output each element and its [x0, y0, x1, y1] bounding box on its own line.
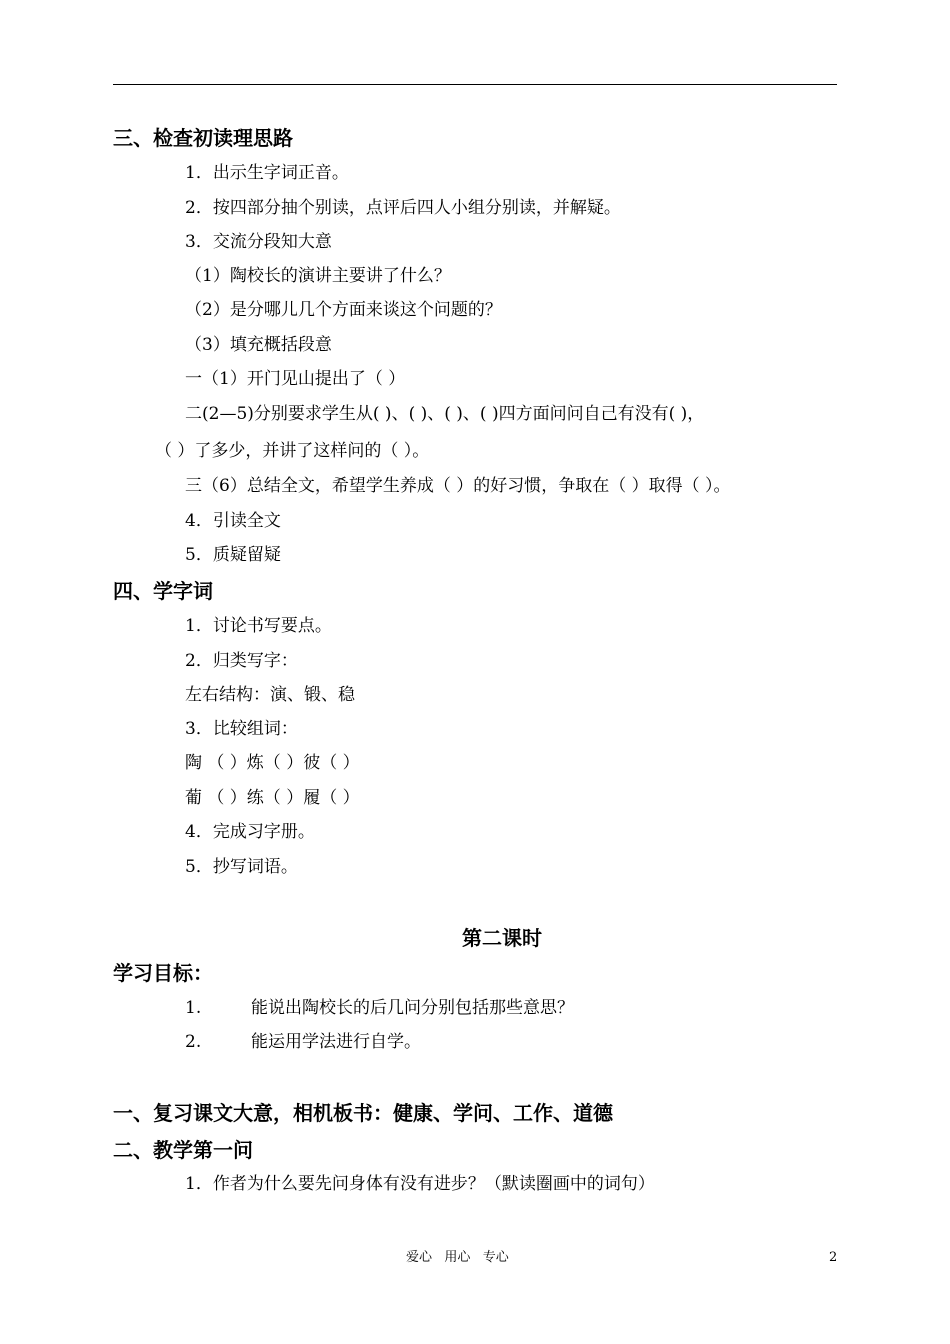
section-3-line-4: （1）陶校长的演讲主要讲了什么？ — [185, 266, 451, 286]
section-3-line-5: （2）是分哪儿几个方面来谈这个问题的？ — [185, 300, 502, 320]
goal-number: 1. — [185, 998, 202, 1018]
section-4-line-2: 2．归类写字： — [185, 651, 298, 671]
part-2-heading: 二、教学第一问 — [113, 1138, 253, 1162]
footer-slogan: 爱心 用心 专心 — [406, 1250, 509, 1265]
section-4-line-8: 5．抄写词语。 — [185, 857, 298, 877]
section-3-line-8: 二(2—5)分别要求学生从( )、( )、( )、( )四方面问问自己有没有( )， — [185, 404, 705, 424]
section-3-line-9: （ ）了多少，并讲了这样问的（ ）。 — [155, 441, 430, 461]
section-3-line-11: 4．引读全文 — [185, 511, 281, 531]
goal-item — [185, 998, 574, 1018]
section-3-heading: 三、检查初读理思路 — [113, 126, 293, 150]
section-3-line-1: 1．出示生字词正音。 — [185, 163, 349, 183]
page-number: 2 — [829, 1250, 838, 1265]
section-3-line-3: 3．交流分段知大意 — [185, 232, 332, 252]
section-4-heading: 四、学字词 — [113, 579, 213, 603]
section-3-line-10: 三（6）总结全文，希望学生养成（ ）的好习惯，争取在（ ）取得（ ）。 — [185, 476, 731, 496]
part-2-line-1: 1．作者为什么要先问身体有没有进步？（默读圈画中的词句） — [185, 1174, 655, 1194]
header-rule — [113, 84, 837, 85]
goal-text: 能说出陶校长的后几问分别包括那些意思？ — [251, 998, 574, 1018]
goals-heading: 学习目标： — [113, 961, 213, 985]
goal-item — [185, 1032, 421, 1052]
section-3-line-7: 一（1）开门见山提出了（ ） — [185, 369, 406, 389]
section-4-line-1: 1．讨论书写要点。 — [185, 616, 332, 636]
section-4-line-7: 4．完成习字册。 — [185, 822, 315, 842]
section-4-line-4: 3．比较组词： — [185, 719, 298, 739]
goal-text: 能运用学法进行自学。 — [251, 1032, 421, 1052]
section-4-line-5: 陶 （ ）炼（ ）彼（ ） — [185, 753, 360, 773]
lesson-2-title: 第二课时 — [462, 926, 542, 950]
section-4-line-6: 葡 （ ）练（ ）履（ ） — [185, 788, 360, 808]
section-3-line-12: 5．质疑留疑 — [185, 545, 281, 565]
goal-number: 2. — [185, 1032, 202, 1052]
part-1-heading: 一、复习课文大意，相机板书：健康、学问、工作、道德 — [113, 1101, 613, 1125]
section-4-line-3: 左右结构：演、锻、稳 — [185, 685, 355, 705]
section-3-line-2: 2．按四部分抽个别读，点评后四人小组分别读，并解疑。 — [185, 198, 621, 218]
section-3-line-6: （3）填充概括段意 — [185, 335, 332, 355]
